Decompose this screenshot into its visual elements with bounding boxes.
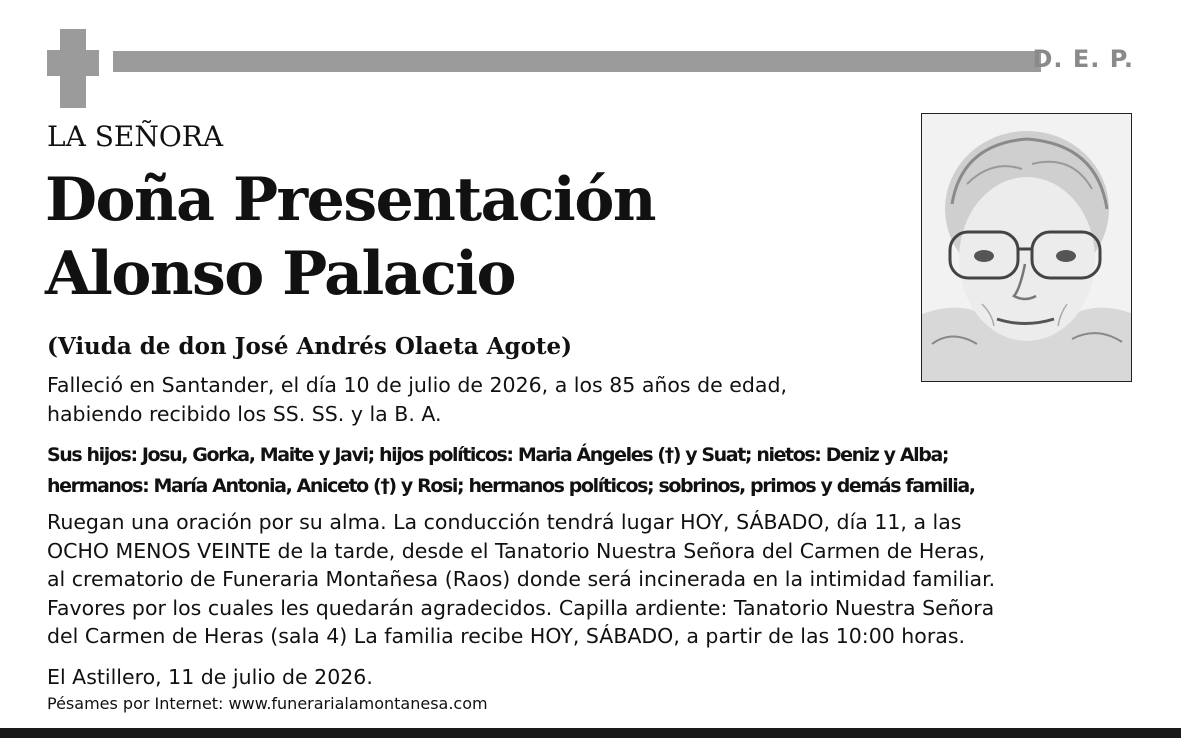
portrait-photo — [921, 113, 1132, 382]
family-list-line2: hermanos: María Antonia, Aniceto (†) y Rosi; hermanos políticos; sobrinos, primos y demás familia, — [47, 475, 975, 497]
condolences-link[interactable]: Pésames por Internet: www.funerarialamontanesa.com — [47, 694, 488, 713]
family-list-line1: Sus hijos: Josu, Gorka, Maite y Javi; hijos políticos: Maria Ángeles (†) y Suat; nietos: Deniz y Alba; — [47, 444, 949, 466]
service-details-line1: Ruegan una oración por su alma. La conducción tendrá lugar HOY, SÁBADO, día 11, a las — [47, 510, 962, 534]
title-prefix: LA SEÑORA — [47, 120, 224, 153]
death-details-line2: habiendo recibido los SS. SS. y la B. A. — [47, 402, 442, 426]
widow-of: (Viuda de don José Andrés Olaeta Agote) — [47, 333, 573, 360]
deceased-name-line2: Alonso Palacio — [45, 239, 516, 309]
place-date: El Astillero, 11 de julio de 2026. — [47, 665, 373, 689]
deceased-name-line1: Doña Presentación — [45, 165, 655, 235]
service-details-line3: al crematorio de Funeraria Montañesa (Raos) donde será incinerada en la intimidad familiar. — [47, 567, 996, 591]
service-details-line4: Favores por los cuales les quedarán agradecidos. Capilla ardiente: Tanatorio Nuestra Señora — [47, 595, 995, 620]
service-details — [47, 508, 1142, 651]
cross-icon — [47, 29, 99, 108]
deceased-name — [45, 163, 655, 311]
death-details-line1: Falleció en Santander, el día 10 de julio de 2026, a los 85 años de edad, — [47, 373, 787, 397]
death-details — [47, 371, 907, 429]
service-details-line5: del Carmen de Heras (sala 4) La familia recibe HOY, SÁBADO, a partir de las 10:00 horas. — [47, 624, 966, 648]
service-details-line2: OCHO MENOS VEINTE de la tarde, desde el Tanatorio Nuestra Señora del Carmen de Heras, — [47, 538, 986, 563]
dep-label: D. E. P. — [1032, 45, 1134, 73]
portrait-illustration — [922, 114, 1132, 382]
family-list — [47, 440, 1142, 502]
footer-rule — [0, 728, 1181, 738]
header-rule — [113, 51, 1041, 72]
